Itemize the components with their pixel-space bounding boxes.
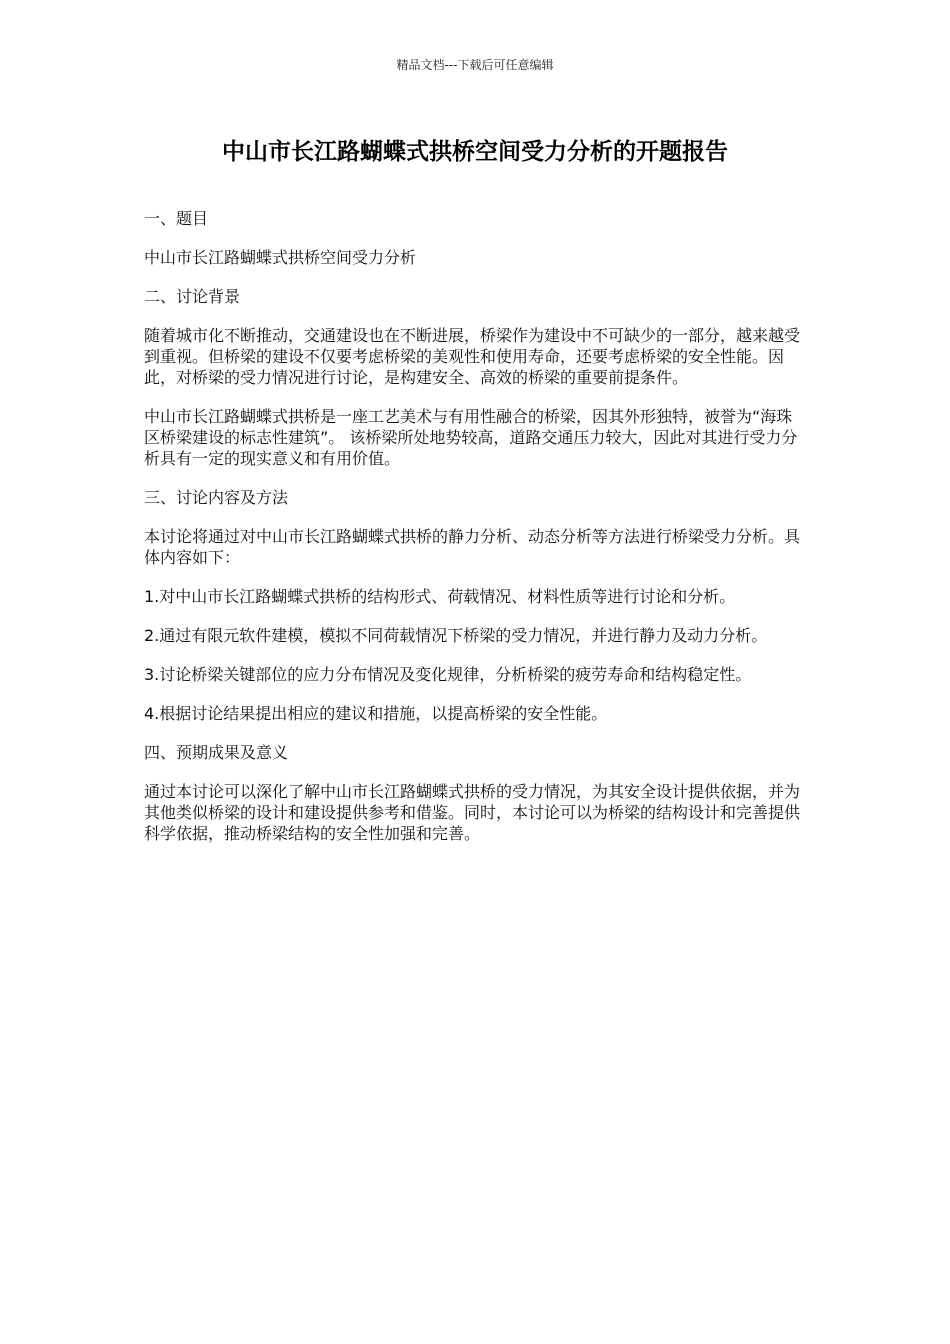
- section-heading-content-methods: 三、讨论内容及方法: [144, 488, 289, 507]
- content-item-1: 1.对中山市长江路蝴蝶式拱桥的结构形式、荷载情况、材料性质等进行讨论和分析。: [144, 587, 736, 606]
- content-item-3: 3.讨论桥梁关键部位的应力分布情况及变化规律，分析桥梁的疲劳寿命和结构稳定性。: [144, 665, 752, 684]
- document-body: [144, 208, 806, 862]
- document-title: 中山市长江路蝴蝶式拱桥空间受力分析的开题报告: [222, 139, 728, 165]
- background-paragraph-1: 随着城市化不断推动，交通建设也在不断进展，桥梁作为建设中不可缺少的一部分，越来越受到重视。但桥梁的建设不仅要考虑桥梁的美观性和使用寿命，还要考虑桥梁的安全性能。因此，对桥梁的受力情况进行讨论，是构建安全、高效的桥梁的重要前提条件。: [144, 326, 801, 387]
- page-header-note: 精品文档---下载后可任意编辑: [396, 58, 554, 72]
- content-item-4: 4.根据讨论结果提出相应的建议和措施，以提高桥梁的安全性能。: [144, 704, 608, 723]
- background-paragraph-2: 中山市长江路蝴蝶式拱桥是一座工艺美术与有用性融合的桥梁，因其外形独特，被誉为“海珠区桥梁建设的标志性建筑”。 该桥梁所处地势较高，道路交通压力较大，因此对其进行受力分析具有一定的现实意义和有用价值。: [144, 407, 798, 468]
- outcomes-paragraph: 通过本讨论可以深化了解中山市长江路蝴蝶式拱桥的受力情况，为其安全设计提供依据，并为其他类似桥梁的设计和建设提供参考和借鉴。同时，本讨论可以为桥梁的结构设计和完善提供科学依据，推动桥梁结构的安全性加强和完善。: [144, 782, 801, 843]
- content-item-2: 2.通过有限元软件建模，模拟不同荷载情况下桥梁的受力情况，并进行静力及动力分析。: [144, 626, 768, 645]
- topic-text: 中山市长江路蝴蝶式拱桥空间受力分析: [144, 248, 417, 267]
- section-heading-topic: 一、题目: [144, 209, 209, 228]
- content-intro-paragraph: 本讨论将通过对中山市长江路蝴蝶式拱桥的静力分析、动态分析等方法进行桥梁受力分析。具体内容如下：: [144, 527, 801, 567]
- section-heading-outcomes: 四、预期成果及意义: [144, 743, 289, 762]
- section-heading-background: 二、讨论背景: [144, 287, 241, 306]
